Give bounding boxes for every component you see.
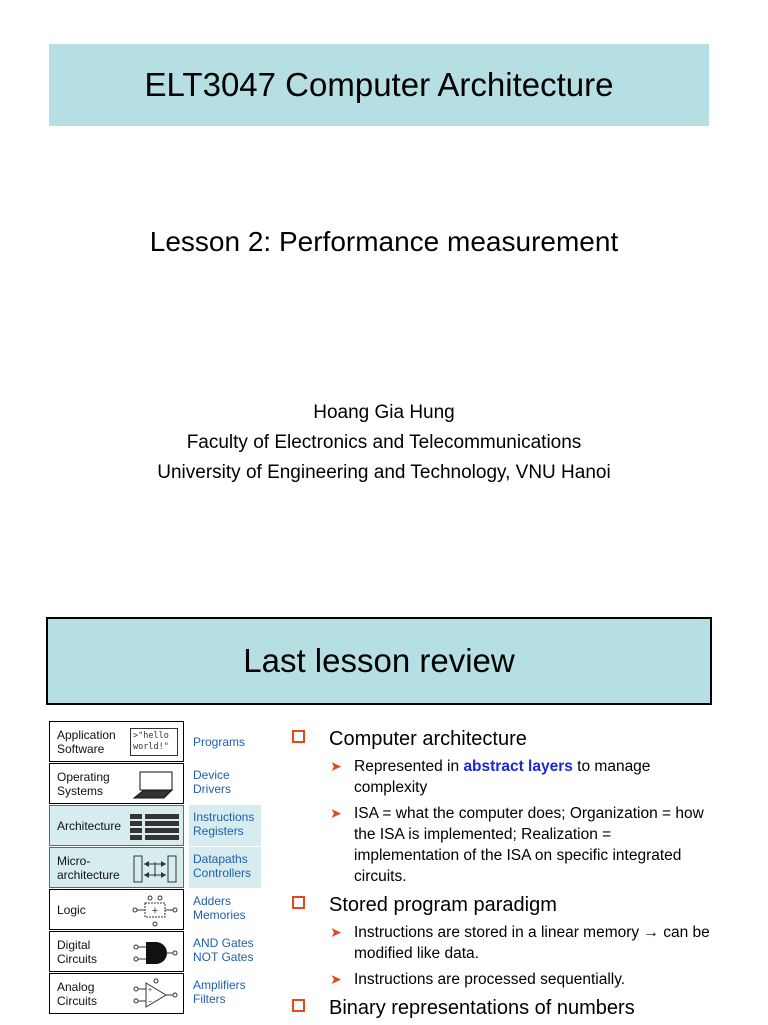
layer-component: Datapaths	[193, 852, 248, 866]
abstraction-layers-diagram	[49, 721, 261, 1024]
layer-component: AND Gates	[193, 936, 254, 950]
review-slide-title: Last lesson review	[46, 617, 712, 705]
layer-component: Registers	[193, 824, 244, 838]
layer-row	[49, 889, 261, 931]
sub-bullet-item	[290, 969, 720, 990]
bullet-item	[290, 995, 720, 1021]
layer-components	[189, 721, 261, 762]
bullet-item	[290, 892, 720, 918]
layer-box	[49, 973, 184, 1014]
layer-name: Operating Systems	[57, 770, 110, 798]
hello-world-icon	[130, 726, 180, 760]
layer-row	[49, 805, 261, 847]
sub-bullet-text-end: to manage complexity	[354, 758, 651, 796]
adder-icon	[130, 894, 180, 928]
layer-component: Instructions	[193, 810, 255, 824]
layer-box	[49, 721, 184, 762]
square-bullet-icon	[292, 999, 305, 1012]
layer-name: Analog Circuits	[57, 980, 98, 1008]
layer-components	[189, 889, 261, 930]
layer-row	[49, 973, 261, 1015]
review-bullets	[290, 726, 720, 1025]
layer-components	[189, 763, 261, 804]
sub-bullet-text: ISA = what the computer does; Organization = how the ISA is implemented; Realization = implementation of the ISA on specific integrated circuits.	[354, 805, 704, 885]
author-university: University of Engineering and Technology, VNU Hanoi	[157, 462, 611, 483]
square-bullet-icon	[292, 730, 305, 743]
layer-component: Programs	[193, 735, 246, 749]
keyword-highlight: abstract layers	[463, 758, 573, 775]
svg-text:+: +	[151, 905, 159, 917]
layer-name: Architecture	[57, 819, 122, 833]
bullet-text: Stored program paradigm	[329, 894, 557, 916]
laptop-icon	[130, 768, 180, 802]
layer-component: Adders	[193, 894, 232, 908]
layer-components	[189, 931, 261, 972]
bullet-text: Computer architecture	[329, 728, 527, 750]
sub-bullet-item	[290, 756, 720, 798]
svg-text:+: +	[148, 987, 153, 994]
layer-component: Filters	[193, 992, 226, 1006]
bullet-text: Binary representations of numbers	[329, 997, 635, 1019]
layer-name: Digital Circuits	[57, 938, 98, 966]
arrow-bullet-icon: ➤	[330, 924, 342, 940]
bullet-item	[290, 726, 720, 752]
register-stack-icon	[130, 810, 180, 844]
layer-component: Amplifiers	[193, 978, 246, 992]
layer-component: NOT Gates	[193, 950, 254, 964]
layer-component: Drivers	[193, 782, 231, 796]
arrow-bullet-icon: ➤	[330, 805, 342, 821]
layer-box	[49, 805, 184, 846]
layer-row	[49, 721, 261, 763]
layer-name: Application Software	[57, 728, 116, 756]
sub-bullet-text: Represented in	[354, 758, 464, 775]
layer-component: Memories	[193, 908, 246, 922]
amplifier-icon	[130, 978, 180, 1012]
author-faculty: Faculty of Electronics and Telecommunications	[186, 432, 582, 453]
layer-component: Device	[193, 768, 230, 782]
and-gate-icon	[130, 936, 180, 970]
layer-name: Micro- architecture	[57, 854, 120, 882]
layer-name: Logic	[57, 903, 86, 917]
layer-components	[189, 847, 261, 888]
slide-title: ELT3047 Computer Architecture	[49, 44, 709, 126]
layer-row	[49, 847, 261, 889]
layer-box	[49, 931, 184, 972]
author-name: Hoang Gia Hung	[313, 402, 455, 423]
lesson-subtitle: Lesson 2: Performance measurement	[149, 226, 619, 257]
layer-box	[49, 847, 184, 888]
sub-bullet-item	[290, 803, 720, 887]
svg-text:−: −	[148, 999, 153, 1006]
arrow-bullet-icon: ➤	[330, 971, 342, 987]
sub-bullet-text: Instructions are stored in a linear memory → can be modified like data.	[354, 924, 710, 962]
layer-components	[189, 973, 261, 1014]
layer-components	[189, 805, 261, 846]
datapath-icon	[130, 852, 180, 886]
layer-component: Controllers	[193, 866, 252, 880]
layer-row	[49, 931, 261, 973]
arrow-bullet-icon: ➤	[330, 758, 342, 774]
author-block	[0, 398, 768, 488]
layer-row	[49, 763, 261, 805]
square-bullet-icon	[292, 896, 305, 909]
layer-box	[49, 763, 184, 804]
sub-bullet-text: Instructions are processed sequentially.	[354, 971, 626, 988]
hello-world-icon-text: >"hello world!"	[130, 728, 178, 756]
sub-bullet-item	[290, 922, 720, 964]
layer-box	[49, 889, 184, 930]
